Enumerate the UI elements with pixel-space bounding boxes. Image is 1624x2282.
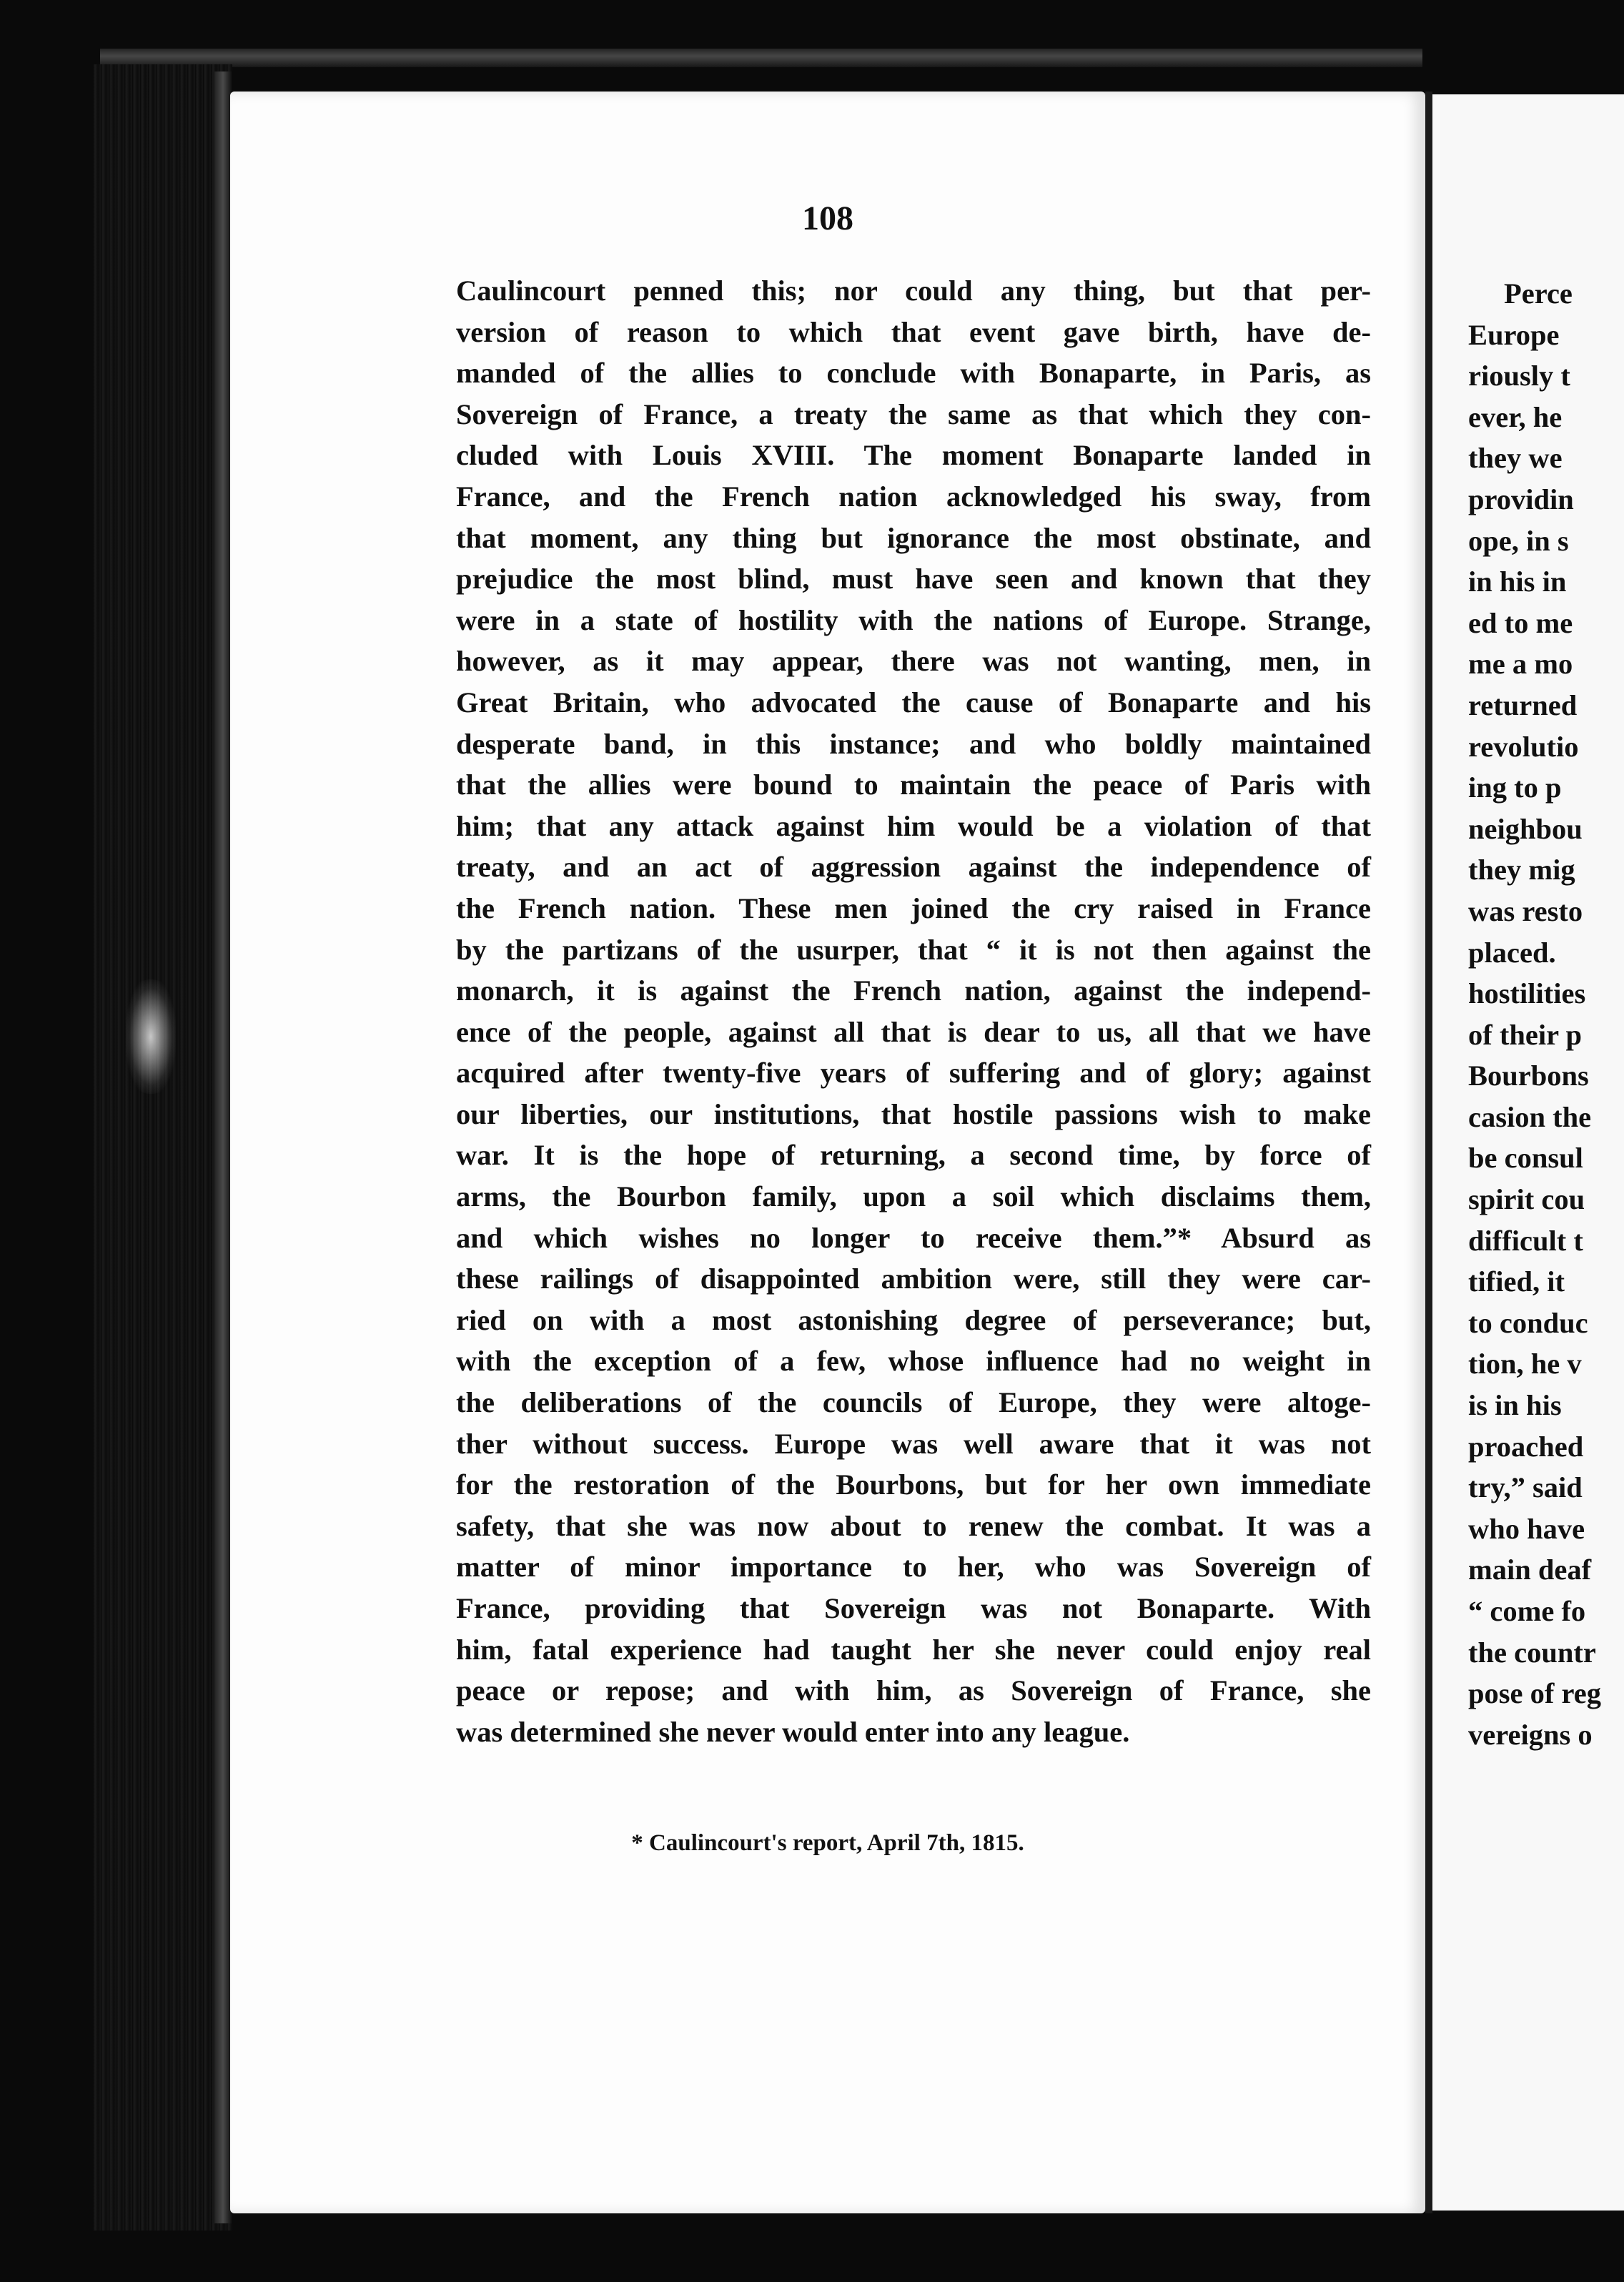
- text-line: ing to p: [1468, 771, 1562, 804]
- text-line: proached: [1468, 1430, 1584, 1463]
- body-text: [456, 270, 1371, 1752]
- text-line: peace or repose; and with him, as Sovereign of France, she: [456, 1674, 1371, 1707]
- text-line: for the restoration of the Bourbons, but for her own immediate: [456, 1468, 1371, 1501]
- text-line: tified, it: [1468, 1265, 1565, 1298]
- text-line: Bourbons: [1468, 1060, 1589, 1092]
- text-line: France, and the French nation acknowledged his sway, from: [456, 480, 1371, 513]
- gutter: [1425, 92, 1432, 2213]
- text-line: him, fatal experience had taught her she never could enjoy real: [456, 1633, 1371, 1666]
- text-line: ope, in s: [1468, 524, 1569, 557]
- text-line: casion the: [1468, 1100, 1592, 1133]
- text-line: him; that any attack against him would be a violation of that: [456, 809, 1371, 842]
- text-line: main deaf: [1468, 1554, 1592, 1586]
- text-line: matter of minor importance to her, who was Sovereign of: [456, 1551, 1371, 1584]
- text-line: who have: [1468, 1512, 1585, 1545]
- scan-top-strip: [100, 49, 1422, 67]
- text-line: manded of the allies to conclude with Bonaparte, in Paris, as: [456, 357, 1371, 390]
- text-line: of their p: [1468, 1018, 1582, 1051]
- text-line: however, as it may appear, there was not wanting, men, in: [456, 645, 1371, 678]
- text-line: ried on with a most astonishing degree of perseverance; but,: [456, 1303, 1371, 1336]
- text-line: desperate band, in this instance; and who boldly maintained: [456, 727, 1371, 760]
- text-line: arms, the Bourbon family, upon a soil which disclaims them,: [456, 1180, 1371, 1213]
- text-line: returned: [1468, 688, 1578, 721]
- text-line: me a mo: [1468, 648, 1573, 681]
- text-line: version of reason to which that event gave birth, have de-: [456, 315, 1371, 348]
- text-line: ther without success. Europe was well aware that it was not: [456, 1427, 1371, 1460]
- text-line: hostilities: [1468, 977, 1586, 1010]
- text-line: vereigns o: [1468, 1718, 1593, 1751]
- footnote: * Caulincourt's report, April 7th, 1815.: [631, 1830, 1024, 1856]
- text-line: to conduc: [1468, 1306, 1588, 1339]
- text-line: providin: [1468, 483, 1574, 515]
- right-page-text: [1468, 273, 1624, 1755]
- text-line: ence of the people, against all that is dear to us, all that we have: [456, 1015, 1371, 1048]
- text-line: ever, he: [1468, 400, 1563, 433]
- text-line: that moment, any thing but ignorance the most obstinate, and: [456, 521, 1371, 554]
- text-line: neighbou: [1468, 812, 1583, 845]
- text-line: by the partizans of the usurper, that “ it is not then against the: [456, 933, 1371, 966]
- text-line: try,” said: [1468, 1471, 1583, 1504]
- text-line: Europe: [1468, 318, 1560, 351]
- text-line: prejudice the most blind, must have seen and known that they: [456, 563, 1371, 596]
- text-line: our liberties, our institutions, that hostile passions wish to make: [456, 1097, 1371, 1130]
- text-line: that the allies were bound to maintain the peace of Paris with: [456, 769, 1371, 801]
- text-line: revolutio: [1468, 730, 1579, 763]
- text-line: the countr: [1468, 1636, 1596, 1669]
- text-line: were in a state of hostility with the nations of Europe. Strange,: [456, 603, 1371, 636]
- scan-glare: [126, 979, 176, 1094]
- page-number: 108: [802, 199, 853, 237]
- text-line: the deliberations of the councils of Europe, they were altoge-: [456, 1386, 1371, 1419]
- right-page-fragment: [1432, 94, 1624, 2211]
- text-line: difficult t: [1468, 1224, 1583, 1257]
- text-line: Sovereign of France, a treaty the same as that which they con-: [456, 397, 1371, 430]
- text-line: these railings of disappointed ambition were, still they were car-: [456, 1263, 1371, 1295]
- book-spine: [93, 64, 232, 2231]
- text-line: tion, he v: [1468, 1348, 1582, 1380]
- text-line: be consul: [1468, 1142, 1583, 1175]
- text-line: they mig: [1468, 854, 1575, 886]
- text-line: “ come fo: [1468, 1595, 1586, 1627]
- text-line: safety, that she was now about to renew the combat. It was a: [456, 1509, 1371, 1542]
- text-line: Caulincourt penned this; nor could any thing, but that per-: [456, 275, 1371, 307]
- text-line: Perce: [1504, 277, 1573, 310]
- text-line: France, providing that Sovereign was not Bonaparte. With: [456, 1592, 1371, 1624]
- text-line: monarch, it is against the French nation, against the independ-: [456, 974, 1371, 1007]
- page-edge-stack: [214, 71, 232, 2223]
- text-line: was determined she never would enter into any league.: [456, 1715, 1130, 1748]
- text-line: is in his: [1468, 1389, 1562, 1422]
- text-line: treaty, and an act of aggression against the independence of: [456, 851, 1371, 884]
- text-line: acquired after twenty-five years of suffering and of glory; against: [456, 1057, 1371, 1090]
- text-line: and which wishes no longer to receive them.”* Absurd as: [456, 1221, 1371, 1254]
- text-line: with the exception of a few, whose influence had no weight in: [456, 1345, 1371, 1378]
- text-line: spirit cou: [1468, 1183, 1585, 1216]
- text-line: in his in: [1468, 565, 1567, 598]
- text-line: Great Britain, who advocated the cause of Bonaparte and his: [456, 686, 1371, 718]
- text-line: placed.: [1468, 936, 1556, 969]
- text-line: war. It is the hope of returning, a second time, by force of: [456, 1139, 1371, 1172]
- text-line: ed to me: [1468, 606, 1573, 639]
- text-line: riously t: [1468, 360, 1570, 392]
- text-line: cluded with Louis XVIII. The moment Bonaparte landed in: [456, 439, 1371, 472]
- text-line: the French nation. These men joined the cry raised in France: [456, 891, 1371, 924]
- text-line: was resto: [1468, 894, 1583, 927]
- left-page: [230, 92, 1425, 2213]
- text-line: pose of reg: [1468, 1677, 1601, 1710]
- text-line: they we: [1468, 442, 1563, 475]
